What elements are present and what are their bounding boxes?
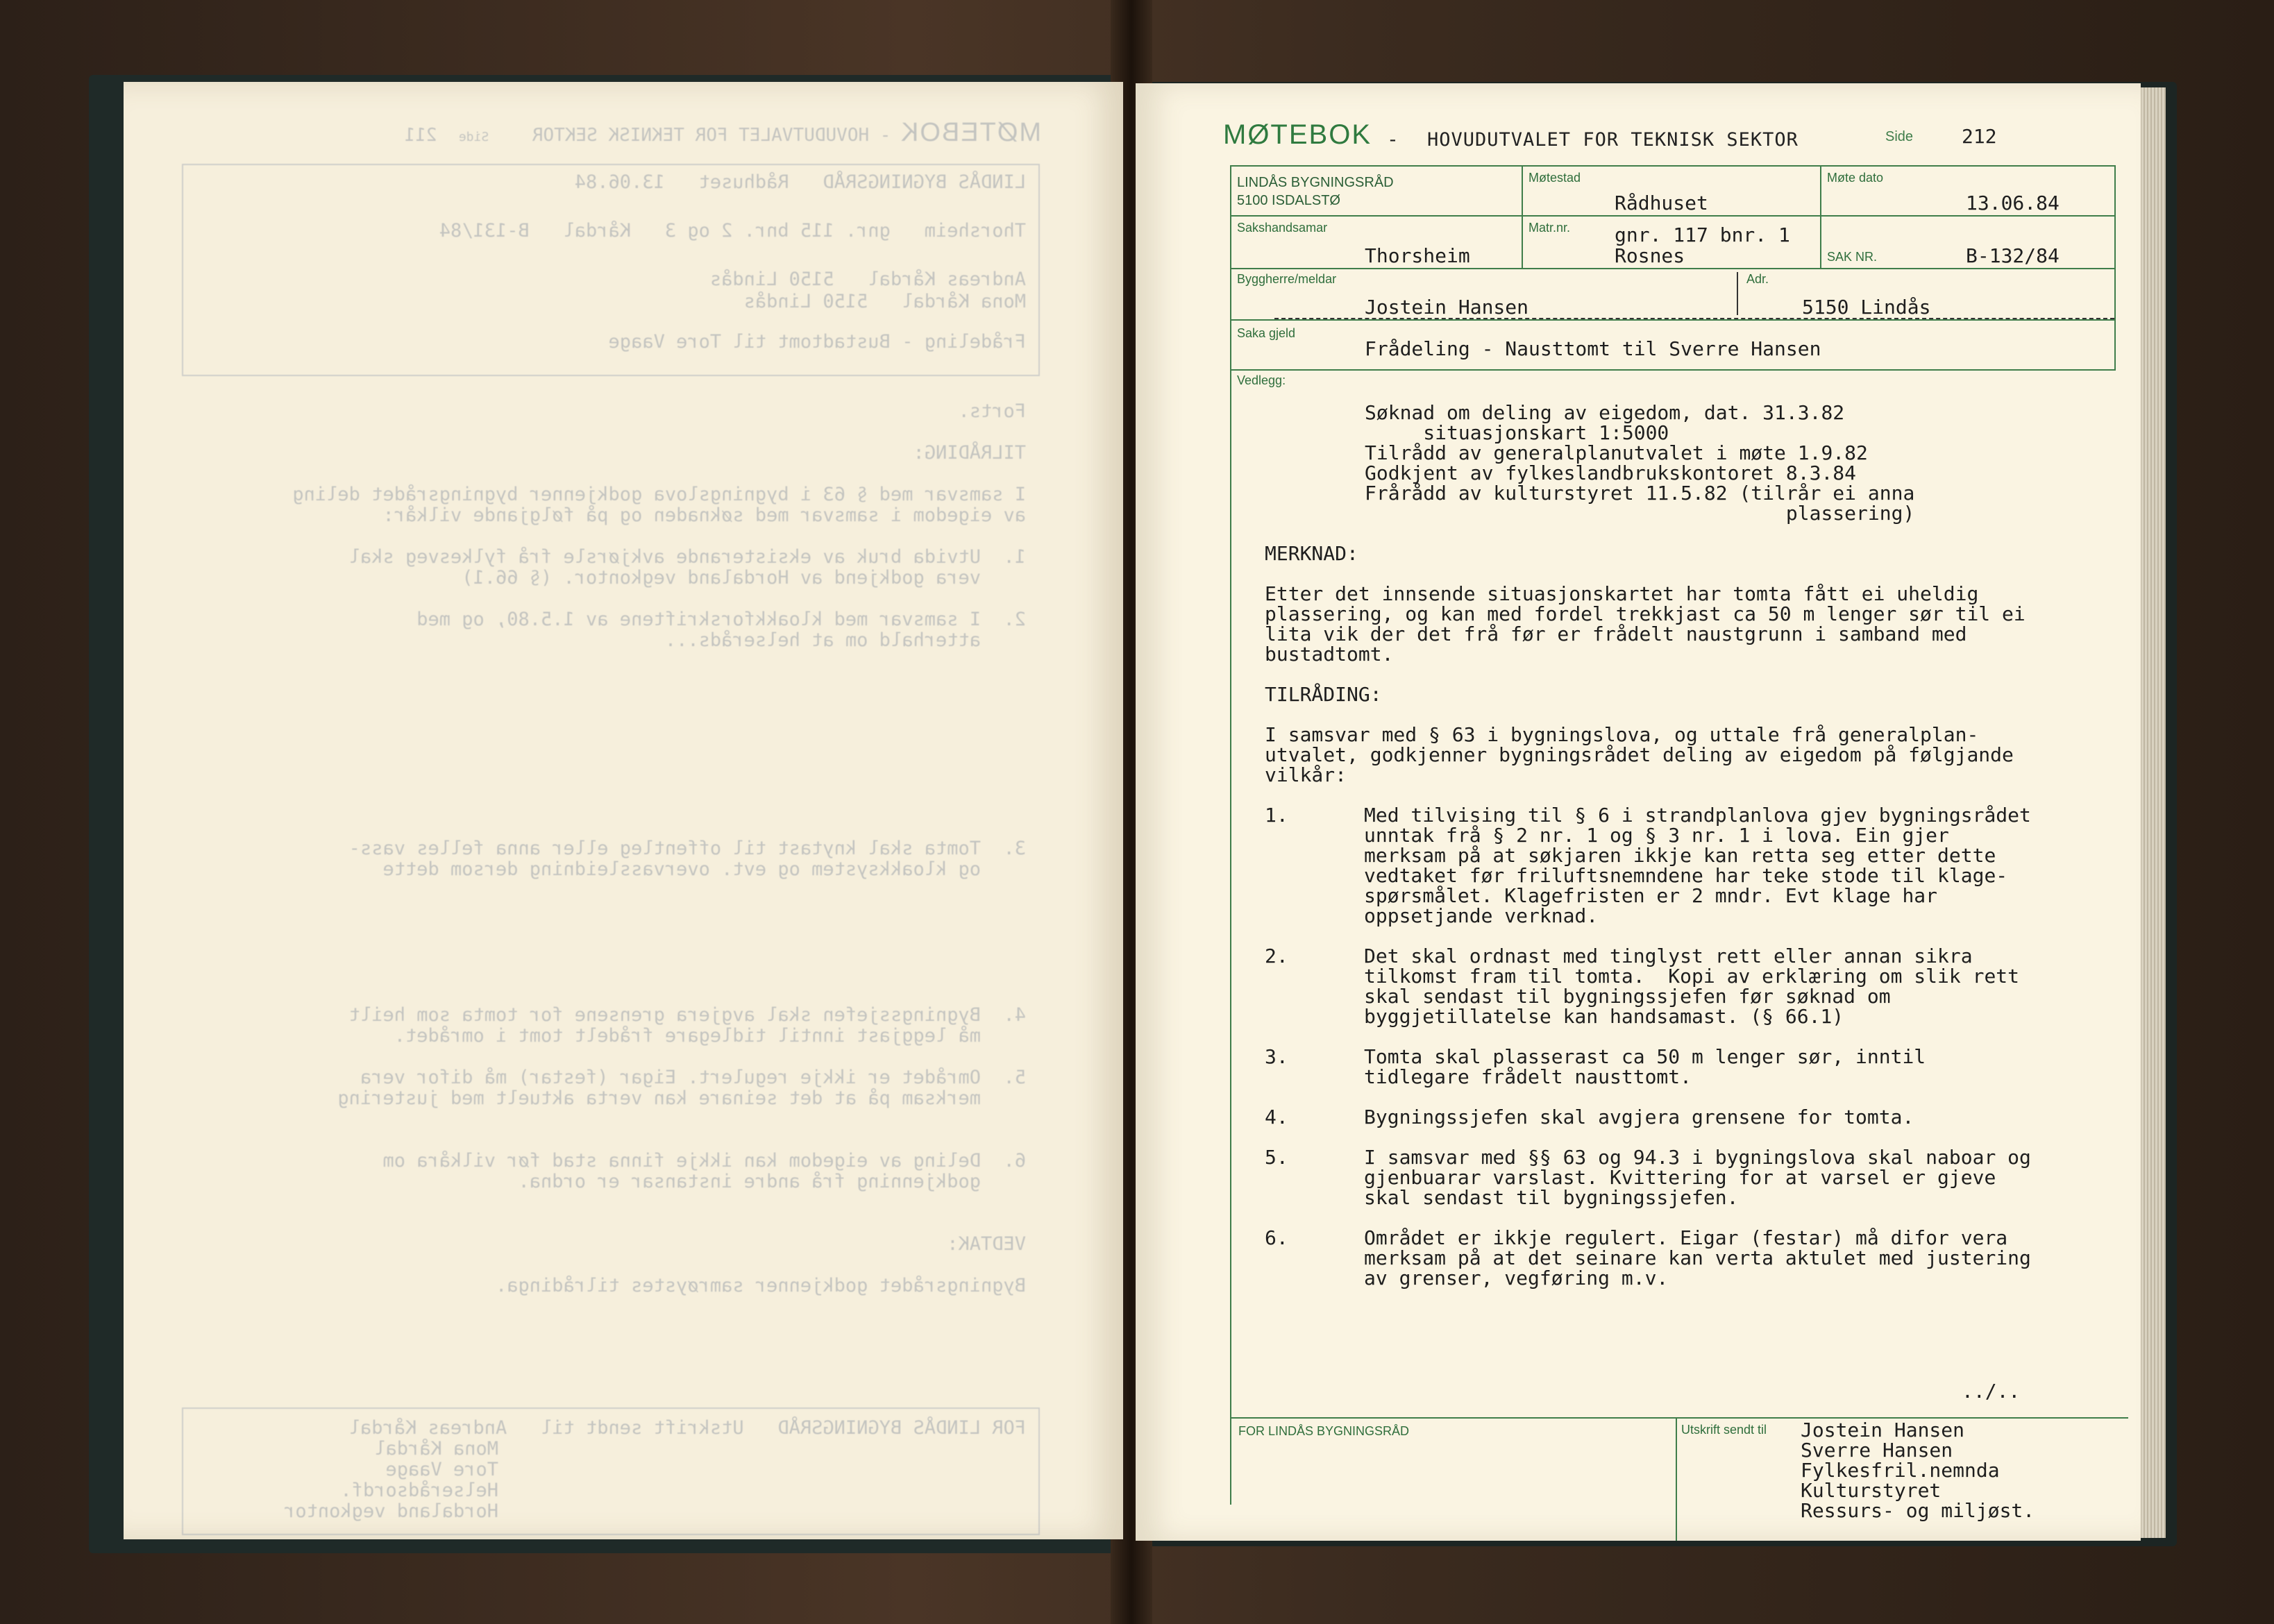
- left-page-line: Helserådsordf.: [340, 1480, 498, 1501]
- form-rule: [1230, 268, 2116, 269]
- left-page-line: Hordaland vegkontor: [284, 1500, 498, 1522]
- matr-value-2: Rosnes: [1615, 244, 1685, 267]
- utskrift-label: Utskrift sendt til: [1681, 1423, 1767, 1437]
- form-rule: [1230, 165, 2116, 167]
- page-title: MØTEBOK: [1223, 119, 1372, 150]
- motestad-label: Møtestad: [1528, 171, 1581, 185]
- right-page: [1136, 83, 2141, 1541]
- dashed-rule: [1274, 318, 2114, 319]
- condition-item: 6. Området er ikkje regulert. Eigar (festar) må difor vera merksam på at det seinare kan verta aktulet med justering av grenser, vegføring m.v.: [1265, 1226, 2031, 1289]
- continued-mark: ../..: [1962, 1380, 2021, 1403]
- form-rule: [1230, 215, 2116, 217]
- left-page-line: Tore Vaage: [385, 1459, 498, 1480]
- vedlegg-item: Søknad om deling av eigedom, dat. 31.3.82: [1365, 401, 1845, 424]
- left-page-line: 1. Utvida bruk av eksisterande avkjørsle frå fylkesveg skal: [348, 546, 1026, 568]
- document-body: [1265, 403, 2119, 1288]
- motestad-value: Rådhuset: [1615, 192, 1708, 214]
- vedlegg-label: Vedlegg:: [1237, 373, 1286, 387]
- left-page-line: 6. Deling av eigedom kan ikkje finna stad før vilkåra om: [382, 1150, 1026, 1172]
- page-number: 212: [1962, 125, 1997, 148]
- adr-divider: [1737, 272, 1738, 315]
- byggherre-value: Jostein Hansen: [1365, 296, 1529, 319]
- saknr-value: B-132/84: [1966, 244, 2060, 267]
- saknr-label: SAK NR.: [1827, 250, 1878, 264]
- saka-value: Frådeling - Nausttomt til Sverre Hansen: [1365, 337, 1821, 360]
- left-page-line: godkjenning frå andre instansar er ordna.: [518, 1171, 1026, 1192]
- vedlegg-list: [1265, 403, 2119, 523]
- left-page-line: Frådeling - Bustadtomt til Tore Vaage: [608, 331, 1026, 353]
- form-divider: [1522, 165, 1523, 269]
- left-page-line: Forts.: [958, 400, 1026, 422]
- left-page-line: 2. I samsvar med kloakkforskriftene av 1.5.80, og med: [416, 609, 1026, 630]
- vedlegg-item: plassering): [1365, 502, 1915, 525]
- left-page-line: TILRÅDING:: [913, 442, 1026, 464]
- condition-item: 1. Med tilvising til § 6 i strandplanlova gjev bygningsrådet unntak frå § 2 nr. 1 og § 3 nr. 1 i lova. Ein gjer merksam på at søkjaren ikkje kan retta seg etter dette vedtaket før friluftsnemndene har teke stode til klage- spørsmålet. Klagefristen er 2 mndr. Evt klage har oppsetjande verknad.: [1265, 804, 2031, 927]
- left-page-line: merksam på at det seinare kan verta aktuelt med justering: [337, 1088, 1026, 1109]
- left-page-line: Thorsheim gnr. 115 bnr. 2 og 3 Kårdal B-131/84: [439, 220, 1026, 242]
- left-page-line: og kloakksystem og evt. overvassleidning dersom dette: [382, 858, 1026, 880]
- utskrift-recipient: Fylkesfril.nemnda: [1801, 1459, 2000, 1482]
- merknad-heading: MERKNAD:: [1265, 542, 1358, 565]
- sakshandsamar-label: Sakshandsamar: [1237, 221, 1328, 235]
- left-page-line: Mona Kårdal 5150 Lindås: [743, 291, 1026, 312]
- tilraading-heading: TILRÅDING:: [1265, 683, 1382, 706]
- left-page-line: 3. Tomta skal knytast til offentleg eller anna felles vass-: [348, 838, 1026, 859]
- byggherre-label: Byggherre/meldar: [1237, 272, 1337, 286]
- header-text: HOVUDUTVALET FOR TEKNISK SEKTOR: [1427, 129, 1799, 151]
- left-page-line: Andreas Kårdal 5150 Lindås: [709, 269, 1026, 290]
- vedlegg-item: Godkjent av fylkeslandbrukskontoret 8.3.84: [1365, 462, 1857, 484]
- org-name: LINDÅS BYGNINGSRÅD: [1237, 175, 1394, 190]
- condition-item: 3. Tomta skal plasserast ca 50 m lenger sør, inntil tidlegare frådelt nausttomt.: [1265, 1045, 1926, 1088]
- utskrift-recipient: Jostein Hansen: [1801, 1419, 1965, 1441]
- vedlegg-item: Frårådd av kulturstyret 11.5.82 (tilrår ei anna: [1365, 482, 1915, 505]
- form-left-border: [1230, 165, 1231, 1505]
- motedato-label: Møte dato: [1827, 171, 1884, 185]
- left-page-bleedthrough: [124, 82, 1123, 1539]
- left-page: [124, 82, 1123, 1539]
- form-right-border: [2114, 165, 2116, 371]
- utskrift-recipient: Sverre Hansen: [1801, 1439, 1953, 1462]
- sakshandsamar-value: Thorsheim: [1365, 244, 1470, 267]
- left-page-line: FOR LINDÅS BYGNINGSRÅD Utskrift sendt til Andreas Kårdal: [348, 1417, 1026, 1439]
- adr-label: Adr.: [1746, 272, 1769, 286]
- matr-label: Matr.nr.: [1528, 221, 1571, 235]
- left-page-line: 5. Området er ikkje regulert. Eigar (festar) må difor vera: [360, 1067, 1026, 1088]
- left-page-line: I samsvar med § 63 i bygningslova godkjenner bygningsrådet deling: [292, 484, 1026, 505]
- left-page-line: Bygningsrådet godkjenner samrøystes tilrådinga.: [495, 1275, 1026, 1296]
- left-page-line: 4. Bygningssjefen skal avgjera grensene for tomta som heilt: [348, 1004, 1026, 1026]
- left-page-line: av eigedom i samsvar med søknaden og på følgjande vilkår:: [382, 505, 1026, 526]
- condition-item: 5. I samsvar med §§ 63 og 94.3 i bygningslova skal naboar og gjenbuarar varslast. Kvittering for at varsel er gjeve skal sendast til bygningssjefen.: [1265, 1146, 2031, 1209]
- page-edges: [2138, 87, 2166, 1538]
- merknad-text: Etter det innsende situasjonskartet har tomta fått ei uheldig plassering, og kan med fordel trekkjast ca 50 m lenger sør til ei lita vik der det frå før er frådelt naustgrunn i samband med bustadtomt.: [1265, 582, 2025, 666]
- org-address: 5100 ISDALSTØ: [1237, 193, 1340, 208]
- adr-value: 5150 Lindås: [1802, 296, 1931, 319]
- footer-left-label: FOR LINDÅS BYGNINGSRÅD: [1238, 1424, 1410, 1438]
- utskrift-recipient: Kulturstyret: [1801, 1479, 1942, 1502]
- left-page-title: MØTEBOK - HOVUDUTVALET FOR TEKNISK SEKTOR Side 211: [404, 118, 1041, 147]
- left-page-line: Mona Kårdal: [374, 1438, 498, 1460]
- vedlegg-item: situasjonskart 1:5000: [1365, 421, 1669, 444]
- form-rule: [1230, 319, 2116, 321]
- condition-item: 4. Bygningssjefen skal avgjera grensene for tomta.: [1265, 1106, 1914, 1128]
- tilraading-text: I samsvar med § 63 i bygningslova, og uttale frå generalplan- utvalet, godkjenner bygningsrådet deling av eigedom på følgjande vilkår:: [1265, 723, 2014, 786]
- side-label: Side: [1885, 129, 1914, 144]
- form-rule: [1230, 369, 2116, 371]
- vedlegg-item: Tilrådd av generalplanutvalet i møte 1.9.82: [1365, 441, 1868, 464]
- left-page-line: VEDTAK:: [947, 1233, 1026, 1255]
- utskrift-recipient: Ressurs- og miljøst.: [1801, 1499, 2035, 1522]
- left-page-line: atterhald om at helseråds...: [664, 629, 1026, 651]
- motedato-value: 13.06.84: [1966, 192, 2060, 214]
- left-page-line: vera godkjend av Hordaland vegkontor. (§ 66.1): [462, 567, 1026, 589]
- saka-label: Saka gjeld: [1237, 326, 1296, 340]
- title-dash: -: [1387, 128, 1399, 151]
- left-page-line: må leggjast inntil tidlegare frådelt tomt i området.: [394, 1025, 1026, 1047]
- footer-rule: [1230, 1417, 2128, 1419]
- form-divider: [1820, 165, 1821, 269]
- condition-item: 2. Det skal ordnast med tinglyst rett eller annan sikra tilkomst fram til tomta. Kopi av erklæring om slik rett skal sendast til bygningssjefen før søknad om byggjetillatelse kan handsamast. (§ 66.1): [1265, 945, 2020, 1028]
- left-page-line: LINDÅS BYGNINGSRÅD Rådhuset 13.06.84: [574, 171, 1026, 193]
- matr-value-1: gnr. 117 bnr. 1: [1615, 223, 1790, 246]
- footer-divider: [1676, 1417, 1677, 1541]
